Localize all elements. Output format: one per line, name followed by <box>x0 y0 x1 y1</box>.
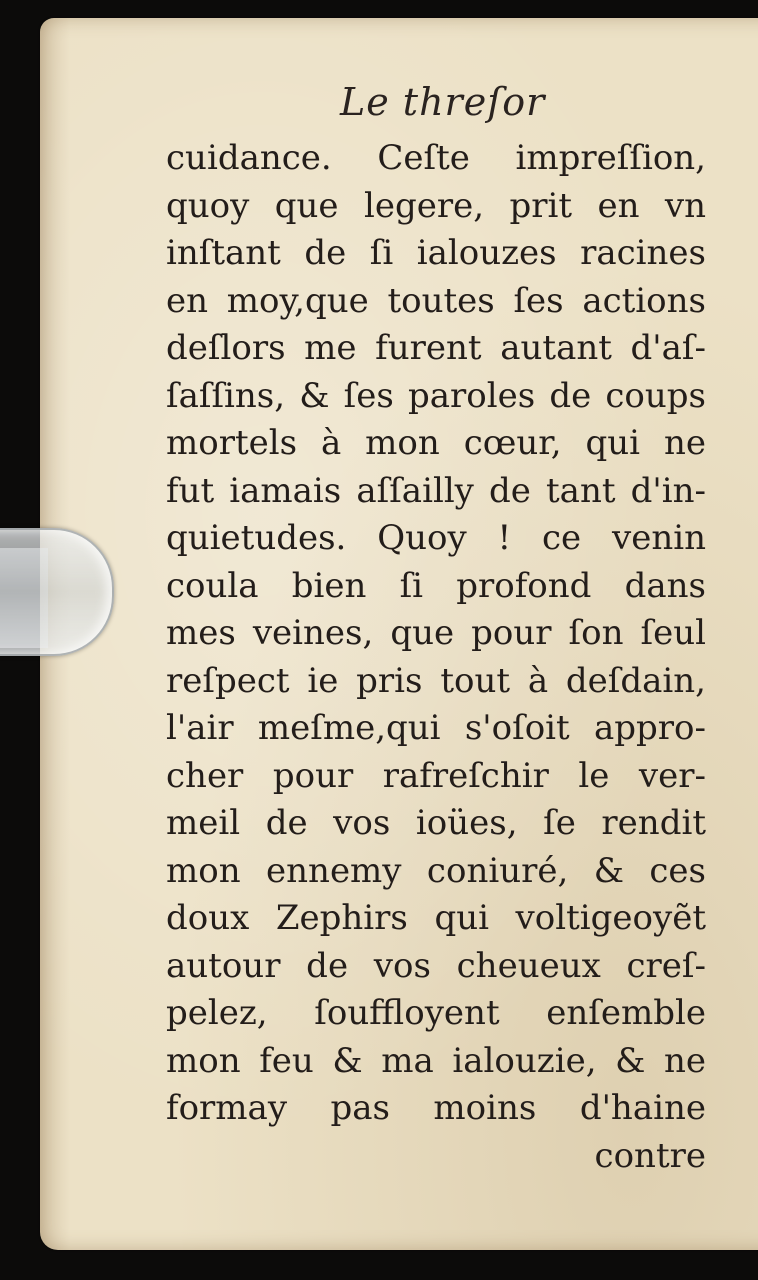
text-line: inſtant de ſi ialouzes racines <box>166 233 706 273</box>
text-line: quoy que legere, prit en vn <box>166 185 706 226</box>
text-line: deſlors me furent autant d'aſ- <box>166 328 706 368</box>
text-line: l'air meſme,qui s'oſoit appro- <box>166 708 706 748</box>
text-line: coula bien ſi profond dans <box>166 565 706 606</box>
text-line: quietudes. Quoy ! ce venin <box>166 518 706 558</box>
page-clip <box>0 528 114 656</box>
text-line: meil de vos ioües, ſe rendit <box>166 803 706 843</box>
text-line: fut iamais aſſailly de tant d'in- <box>166 470 706 511</box>
text-line: mon ennemy coniuré, & ces <box>166 850 706 891</box>
text-line: mon feu & ma ialouzie, & ne <box>166 1040 706 1081</box>
text-line: formay pas moins d'haine <box>166 1088 706 1128</box>
catchword: contre <box>594 1135 706 1176</box>
text-line: pelez, ſouffloyent enſemble <box>166 993 706 1033</box>
text-line: mes veines, que pour ſon ſeul <box>166 613 706 653</box>
text-line: ſaſſins, & ſes paroles de coups <box>166 375 706 416</box>
text-line: doux Zephirs qui voltigeoyẽt <box>166 898 706 938</box>
text-line: cuidance. Ceſte impreſſion, <box>166 138 706 178</box>
text-block <box>166 135 706 1180</box>
text-line: en moy,que toutes ſes actions <box>166 280 706 321</box>
text-line: mortels à mon cœur, qui ne <box>166 423 706 463</box>
text-line: reſpect ie pris tout à deſdain, <box>166 660 706 701</box>
running-head: Le threſor <box>340 80 546 124</box>
text-line: autour de vos cheueux creſ- <box>166 945 706 986</box>
text-line: cher pour rafreſchir le ver- <box>166 755 706 796</box>
